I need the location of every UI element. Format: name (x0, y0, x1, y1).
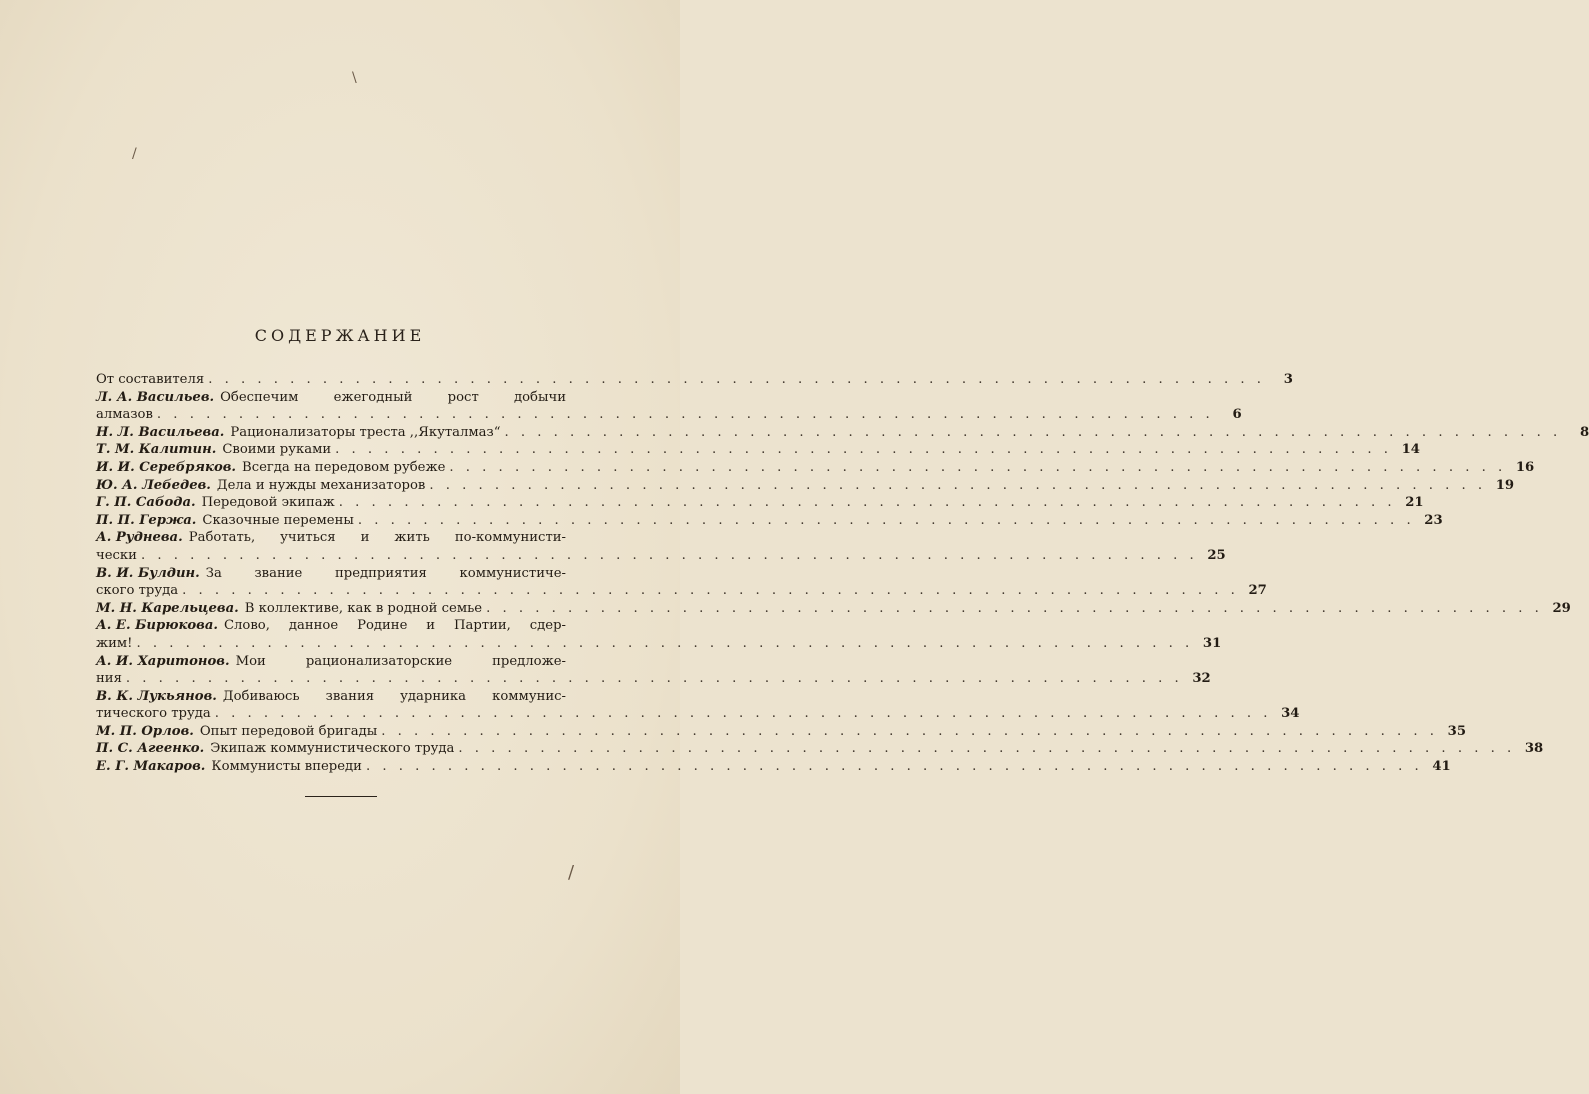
dot-leader (141, 547, 1198, 565)
toc-author: М. П. Орлов. (96, 723, 194, 739)
toc-line (96, 705, 1300, 723)
toc-page-number: 3 (1283, 372, 1293, 387)
contents-heading: СОДЕРЖАНИЕ (254, 326, 426, 345)
toc-page-number: 19 (1495, 477, 1515, 493)
dot-leader (358, 512, 1415, 530)
toc-line (96, 389, 596, 407)
dot-leader (339, 494, 1396, 512)
toc-author: М. Н. Карельцева. (96, 600, 239, 616)
toc-line (96, 529, 596, 547)
toc-line (96, 512, 1443, 530)
dot-leader (366, 758, 1423, 776)
dot-leader (215, 705, 1272, 723)
toc-page-number: 35 (1447, 723, 1466, 739)
dot-leader (429, 477, 1486, 495)
toc-author: Т. М. Калитин. (96, 442, 217, 458)
toc-line (96, 424, 1589, 442)
paper-mark: / (568, 862, 575, 883)
paper-mark: \ (352, 70, 357, 86)
toc-author: Л. А. Васильев. (96, 389, 215, 405)
toc-author: И. И. Серебряков. (96, 459, 236, 475)
toc-author: П. С. Агеенко. (96, 741, 205, 757)
toc-page-number: 27 (1248, 583, 1267, 599)
toc-line (96, 688, 596, 706)
toc-page-number: 8 (1580, 424, 1589, 440)
toc-title: Сказочные перемены (202, 512, 354, 528)
toc-page-number: 14 (1401, 442, 1420, 458)
dot-leader (157, 406, 1214, 424)
toc-title: Дела и нужды механизаторов (216, 477, 426, 493)
toc-page-number: 31 (1202, 635, 1222, 651)
toc-author: А. И. Харитонов. (96, 653, 230, 669)
table-of-contents (96, 371, 1589, 776)
toc-line (96, 723, 1466, 741)
toc-author: Н. Л. Васильева. (96, 424, 225, 440)
toc-title: Добиваюсь звания ударника коммунис- (222, 688, 566, 704)
toc-line (96, 635, 1222, 653)
dot-leader (208, 371, 1265, 389)
toc-line (96, 459, 1535, 477)
toc-line (96, 582, 1267, 600)
toc-title: Экипаж коммунистического труда (210, 741, 455, 757)
toc-author: Е. Г. Макаров. (96, 759, 206, 775)
toc-page-number: 16 (1515, 459, 1535, 475)
toc-author: Ю. А. Лебедев. (96, 477, 211, 493)
toc-line (96, 740, 1544, 758)
toc-page-number: 34 (1281, 706, 1300, 722)
toc-title: Обеспечим ежегодный рост добычи (220, 389, 566, 405)
toc-page-number: 29 (1552, 600, 1571, 616)
dot-leader (458, 740, 1515, 758)
toc-title: Мои рационализаторские предложе- (235, 653, 566, 669)
toc-line (96, 547, 1226, 565)
toc-line (96, 758, 1451, 776)
dot-leader (335, 441, 1392, 459)
dot-leader (126, 670, 1183, 688)
toc-page-number: 32 (1192, 671, 1211, 687)
toc-page-number: 6 (1232, 407, 1242, 423)
toc-line (96, 494, 1424, 512)
toc-title: Рационализаторы треста ,,Якуталмаз“ (230, 424, 501, 440)
toc-title: Слово, данное Родине и Партии, сдер- (223, 618, 566, 634)
toc-title: алмазов (96, 407, 153, 423)
toc-line (96, 617, 596, 635)
toc-title: Опыт передовой бригады (199, 723, 378, 739)
toc-page-number: 23 (1424, 512, 1443, 528)
toc-author: П. П. Гержа. (96, 512, 197, 528)
toc-author: Г. П. Сабода. (96, 495, 196, 511)
toc-title: Всегда на передовом рубеже (242, 459, 446, 475)
toc-author: А. Е. Бирюкова. (96, 618, 218, 634)
toc-title: За звание предприятия коммунистиче- (205, 565, 566, 581)
toc-page-number: 38 (1524, 741, 1544, 757)
toc-author: В. К. Лукьянов. (96, 688, 217, 704)
toc-title: Передовой экипаж (201, 495, 335, 511)
toc-line (96, 406, 1242, 424)
toc-line (96, 477, 1515, 495)
toc-line (96, 441, 1420, 459)
toc-title: ния (96, 671, 122, 687)
toc-title: Работать, учиться и жить по-коммунисти- (188, 530, 566, 546)
toc-title: В коллективе, как в родной семье (244, 600, 483, 616)
dot-leader (486, 600, 1543, 618)
toc-title: жим! (96, 635, 133, 651)
dot-leader (449, 459, 1506, 477)
toc-author: А. Руднева. (96, 530, 183, 546)
toc-line (96, 670, 1211, 688)
toc-title: ского труда (96, 583, 179, 599)
toc-author: В. И. Булдин. (96, 565, 200, 581)
toc-line (96, 653, 596, 671)
dot-leader (182, 582, 1239, 600)
closing-rule (305, 796, 377, 797)
toc-line (96, 565, 596, 583)
toc-line (96, 371, 1293, 389)
toc-title: чески (96, 547, 137, 563)
toc-page-number: 25 (1207, 547, 1226, 563)
dot-leader (136, 635, 1193, 653)
toc-title: От составителя (96, 372, 205, 387)
toc-page-number: 41 (1432, 759, 1451, 775)
toc-title: тического труда (96, 706, 211, 722)
toc-page-number: 21 (1405, 495, 1424, 511)
paper-mark: / (132, 146, 137, 162)
toc-title: Коммунисты впереди (211, 759, 362, 775)
toc-line (96, 600, 1571, 618)
dot-leader (381, 723, 1438, 741)
toc-title: Своими руками (222, 442, 332, 458)
dot-leader (504, 424, 1561, 442)
